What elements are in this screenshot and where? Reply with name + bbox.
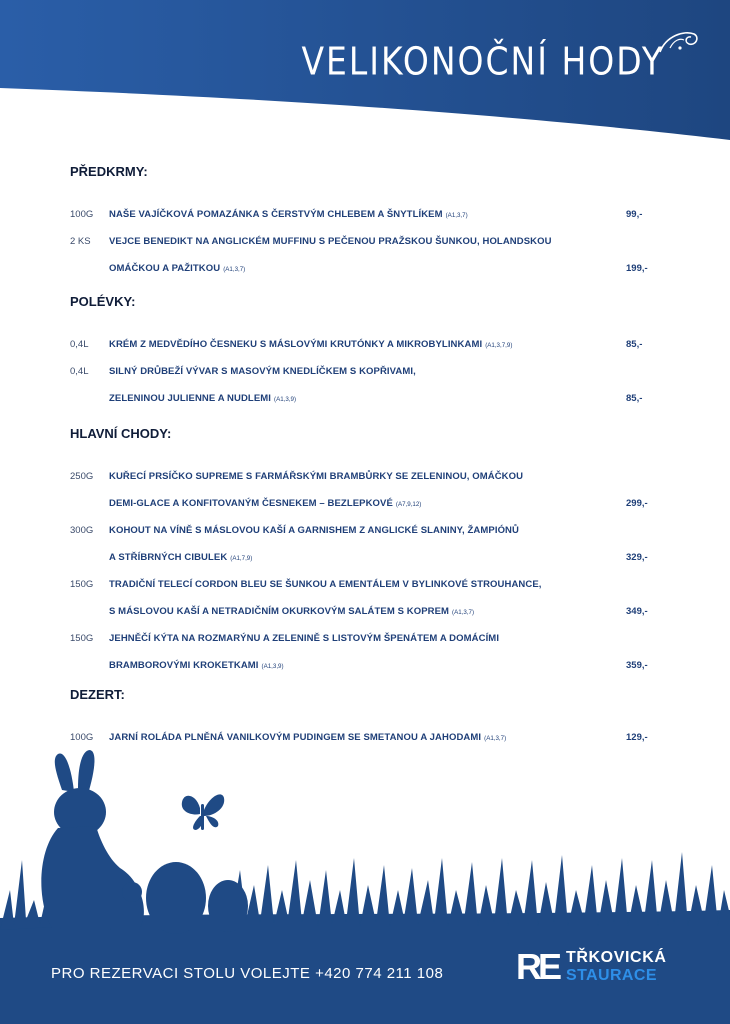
item-name: JARNÍ ROLÁDA PLNĚNÁ VANILKOVÝM PUDINGEM SE SMETANOU A JAHODAMI (A1,3,7) [109,732,507,743]
item-allergens: (A1,3,7) [452,609,475,616]
section-polevky [70,294,670,412]
item-price: 349,- [626,606,648,617]
logo-text-top: TŘKOVICKÁ [566,949,667,966]
reservation-text: PRO REZERVACI STOLU VOLEJTE +420 774 211 108 [51,965,444,982]
item-quantity: 0,4L [70,339,89,350]
item-quantity: 0,4L [70,366,89,377]
item-allergens: (A1,3,9) [261,663,284,670]
item-price: 299,- [626,498,648,509]
butterfly-icon [182,794,224,830]
item-allergens: (A7,9,12) [395,501,422,508]
menu-item [70,463,670,517]
swirl-icon [656,26,700,56]
section-title: POLÉVKY: [70,294,136,309]
item-price: 99,- [626,209,643,220]
menu-item [70,358,670,412]
item-quantity: 250G [70,471,94,482]
item-name-continued: S MÁSLOVOU KAŠÍ A NETRADIČNÍM OKURKOVÝM SALÁTEM S KOPREM (A1,3,7) [109,606,475,617]
item-name: NAŠE VAJÍČKOVÁ POMAZÁNKA S ČERSTVÝM CHLEBEM A ŠNYTLÍKEM (A1,3,7) [109,209,468,220]
item-price: 85,- [626,339,643,350]
item-quantity: 2 KS [70,236,91,247]
menu-item [70,201,670,228]
section-title: HLAVNÍ CHODY: [70,426,172,441]
item-allergens: (A1,3,7) [223,266,246,273]
logo-text-bottom: STAURACE [566,967,657,984]
item-name: KRÉM Z MEDVĚDÍHO ČESNEKU S MÁSLOVÝMI KRUTÓNKY A MIKROBYLINKAMI (A1,3,7,9) [109,339,513,350]
item-quantity: 100G [70,209,94,220]
restaurant-logo [516,948,686,988]
item-quantity: 300G [70,525,94,536]
item-name: KUŘECÍ PRSÍČKO SUPREME S FARMÁŘSKÝMI BRAMBŮRKY SE ZELENINOU, OMÁČKOU [109,471,524,482]
section-predkrmy [70,164,670,282]
item-name: SILNÝ DRŮBEŽÍ VÝVAR S MASOVÝM KNEDLÍČKEM S KOPŘIVAMI, [109,366,416,377]
page-title: VELIKONOČNÍ HODY [301,39,664,84]
item-price: 359,- [626,660,648,671]
item-price: 85,- [626,393,643,404]
section-hlavni-chody [70,426,670,679]
item-quantity: 150G [70,579,94,590]
item-name-continued: ZELENINOU JULIENNE A NUDLEMI (A1,3,9) [109,393,297,404]
section-title: DEZERT: [70,687,125,702]
menu-item [70,571,670,625]
item-allergens: (A1,7,9) [230,555,253,562]
egg-icon [208,880,248,932]
item-price: 199,- [626,263,648,274]
item-quantity: 150G [70,633,94,644]
bunny-icon [41,750,144,928]
item-name-continued: A STŘÍBRNÝCH CIBULEK (A1,7,9) [109,552,253,563]
item-name: JEHNĚČÍ KÝTA NA ROZMARÝNU A ZELENINĚ S LISTOVÝM ŠPENÁTEM A DOMÁCÍMI [109,633,500,644]
menu-item [70,517,670,571]
item-price: 129,- [626,732,648,743]
item-name: KOHOUT NA VÍNĚ S MÁSLOVOU KAŠÍ A GARNISHEM Z ANGLICKÉ SLANINY, ŽAMPIÓNŮ [109,525,519,536]
menu-item [70,331,670,358]
item-allergens: (A1,3,7) [445,212,468,219]
item-name: TRADIČNÍ TELECÍ CORDON BLEU SE ŠUNKOU A EMENTÁLEM V BYLINKOVÉ STROUHANCE, [109,579,542,590]
logo-mark: RE [516,946,559,987]
menu-item [70,228,670,282]
item-allergens: (A1,3,9) [274,396,297,403]
item-allergens: (A1,3,7,9) [485,342,513,349]
item-allergens: (A1,3,7) [484,735,507,742]
item-name-continued: DEMI-GLACE A KONFITOVANÝM ČESNEKEM – BEZLEPKOVÉ (A7,9,12) [109,498,422,509]
menu-item [70,625,670,679]
item-name-continued: OMÁČKOU A PAŽITKOU (A1,3,7) [109,263,246,274]
item-name-continued: BRAMBOROVÝMI KROKETKAMI (A1,3,9) [109,660,284,671]
item-name: VEJCE BENEDIKT NA ANGLICKÉM MUFFINU S PEČENOU PRAŽSKOU ŠUNKOU, HOLANDSKOU [109,236,552,247]
egg-icon [146,862,206,934]
item-quantity: 100G [70,732,94,743]
item-price: 329,- [626,552,648,563]
section-title: PŘEDKRMY: [70,164,148,179]
